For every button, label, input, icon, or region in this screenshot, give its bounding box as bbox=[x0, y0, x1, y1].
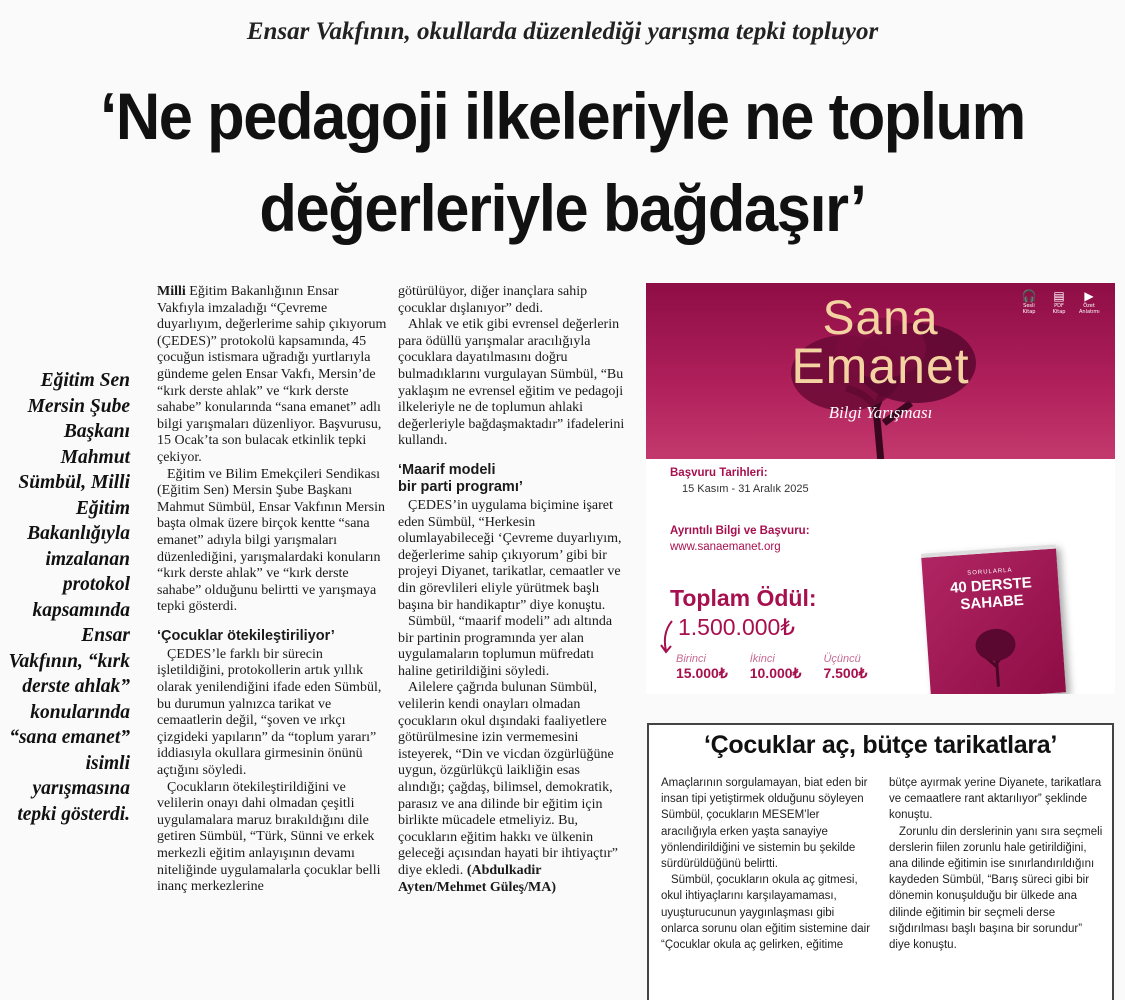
paragraph: Sümbül, çocukların okula aç gitmesi, okul ihtiyaçlarını karşılayamaması, uyuşturucunun yaygınlaşması gibi onlarca sorunu olan eğitim sistemine dair “Çocuklar okula aç gelirken, eğitime bbox=[661, 874, 871, 952]
video-play-icon: ▶ Özet Anlatımı bbox=[1079, 289, 1100, 315]
headphones-icon: 🎧 Sesli Kitap bbox=[1019, 289, 1039, 315]
sidebar-box bbox=[647, 723, 1114, 1000]
arrow-icon bbox=[658, 619, 678, 655]
paragraph: Ahlak ve etik gibi evrensel değerlerin para ödüllü yarışmalar aracılığıyla çocuklara dayatılmasını doğru bulmadıklarını vurgulayan Sümbül, “Bu yaklaşım ne evrensel eğitim ve pedagoji ilkeleriyle ne de toplumun ahlaki değerleriyle bağdaşmaktadır” ifadelerini kullandı. bbox=[398, 317, 625, 449]
box-title: ‘Çocuklar aç, bütçe tarikatlara’ bbox=[703, 731, 1058, 759]
icon-label: Özet Anlatımı bbox=[1079, 303, 1100, 315]
prize-amount: 15.000₺ bbox=[676, 665, 728, 681]
paragraph bbox=[398, 680, 630, 896]
book-title-line-2: SAHABE bbox=[959, 591, 1025, 614]
paragraph: Zorunlu din derslerinin yanı sıra seçmeli derslerin fiilen zorunlu hale getirildiğini, ana dilinde eğitimin ise sınırlandırıldığını kaydeden Sümbül, “Barış süreci gibi bir dönemin konuşulduğu bir ülkede ana dilinde eğitimin bir seçmeli derse sığdırılması başlı başına bir sorundur” diye konuştu. bbox=[889, 825, 1103, 952]
prize-item bbox=[676, 653, 728, 682]
box-column-1 bbox=[661, 775, 875, 953]
prize-amount: 7.500₺ bbox=[823, 665, 868, 681]
book-title-line-1: 40 DERSTE bbox=[949, 574, 1033, 597]
book-title bbox=[923, 572, 1060, 615]
ad-icons bbox=[1019, 289, 1099, 315]
headline bbox=[39, 70, 1085, 254]
ad-banner bbox=[646, 283, 1115, 459]
paragraph: Eğitim ve Bilim Emekçileri Sendikası (Eğitim Sen) Mersin Şube Başkanı Mahmut Sümbül, Ensar Vakfının Mersin başta olmak üzere birçok kentte “sana emanet” adıyla bilgi yarışmaları düzenlediğini, yarışmalardaki konuların “kırk derste ahlak” ve “kırk derste sahabe” olduğunu belirtti ve yarışmaya tepki gösterdi. bbox=[157, 466, 386, 615]
headline-line-1: ‘Ne pedagoji ilkeleriyle ne toplum bbox=[100, 79, 1025, 153]
info-label: Ayrıntılı Bilgi ve Başvuru: bbox=[670, 525, 810, 537]
lead-word: Milli bbox=[157, 284, 186, 299]
paragraph-text: Ailelere çağrıda bulunan Sümbül, velilerin kendi onayları olmadan çocukların okul dışındaki faaliyetlere götürülmesine izin vermemesini isteyerek, “Din ve vicdan özgürlüğüne uygun, özgürlükçü laikliğin esas alındığı; çağdaş, bilimsel, demokratik, parasız ve ana dilinde bir eğitim için birlikte mücadele etmeliyiz. Bu, çocukların eğitim hakkı ve ülkenin geleceği açısından hayati bir ihtiyaçtır” diye ekledi. bbox=[398, 680, 619, 878]
prize-rank: İkinci bbox=[749, 653, 775, 665]
prize-item bbox=[750, 653, 802, 682]
book-subtitle: SORULARLA bbox=[967, 567, 1013, 577]
paragraph: ÇEDES’le farklı bir sürecin işletildiğini, protokollerin artık yıllık olarak yenilendiğini ifade eden Sümbül, bu durumun yalnızca tarikat ve cemaatlerin değil, “şoven ve ırkçı çizgideki yapıların” da “toplum yararı” iddiasıyla okullara girmesinin önünü açtığını söyledi. bbox=[157, 646, 382, 779]
paragraph-text: Eğitim Bakanlığının Ensar Vakfıyla imzaladığı “Çevreme duyarlıyım, değerlerime sahip çıkıyorum (ÇEDES)” protokolü kapsamında, 45 çocuğun istismara uğradığı yurtlarıyla gündeme gelen Ensar Vakfı, Mersin’de “kırk derste ahlak” ve “kırk derste sahabe” konularında “sana emanet” adlı bilgi yarışmaları düzenliyor. Başvurusu, 15 Ocak’ta son bulacak etkinlik tepki çekiyor. bbox=[157, 284, 387, 465]
total-prize-label: Toplam Ödül: bbox=[670, 585, 817, 611]
prize-list bbox=[676, 653, 867, 682]
paragraph: Sümbül, “maarif modeli” adı altında bir partinin programında yer alan uygulamaların toplumun müfredatı haline getirildiğini söyledi. bbox=[398, 614, 613, 679]
apply-dates-label: Başvuru Tarihleri: bbox=[670, 467, 768, 479]
ad-info-panel bbox=[646, 459, 1115, 694]
paragraph: götürülüyor, diğer inançlara sahip çocuklar dışlanıyor” dedi. bbox=[398, 284, 588, 316]
total-prize-amount: 1.500.000₺ bbox=[678, 614, 795, 640]
prize-rank: Birinci bbox=[676, 653, 706, 665]
book-cover bbox=[921, 544, 1066, 694]
prize-item bbox=[823, 653, 867, 682]
paragraph: ÇEDES’in uygulama biçimine işaret eden Sümbül, “Herkesin olumlayabileceği ‘Çevreme duyarlıyım, değerlerime sahip çıkıyorum’ gibi bir projeyi Diyanet, tarikatlar, cemaatler ve din görevlileri eliyle yürütmek başlı başına bir handikaptır” diye konuştu. bbox=[398, 497, 622, 613]
kicker: Ensar Vakfının, okullarda düzenlediği yarışma tepki topluyor bbox=[246, 18, 879, 45]
apply-dates: 15 Kasım - 31 Aralık 2025 bbox=[682, 483, 809, 495]
subheading-line-2: bir parti programı’ bbox=[398, 478, 523, 495]
subheading-line-1: ‘Maarif modeli bbox=[398, 461, 496, 478]
byline: (Abdulkadir Ayten/Mehmet Güleş/MA) bbox=[398, 863, 556, 895]
ad-title-line-2: Emanet bbox=[791, 338, 970, 394]
headline-line-2: değerleriyle bağdaşır’ bbox=[259, 171, 866, 245]
article-column-2 bbox=[398, 284, 630, 896]
side-quote: Eğitim Sen Mersin Şube Başkanı Mahmut Sümbül, Milli Eğitim Bakanlığıyla imzalanan protokol kapsamında Ensar Vakfının, “kırk derste ahlak” konularında “sana emanet” isimli yarışmasına tepki gösterdi. bbox=[8, 370, 130, 825]
ad-url: www.sanaemanet.org bbox=[670, 541, 781, 553]
prize-amount: 10.000₺ bbox=[749, 665, 802, 681]
book-tree-icon bbox=[968, 621, 1024, 688]
paragraph bbox=[157, 284, 387, 467]
prize-rank: Üçüncü bbox=[823, 653, 861, 665]
paragraph: Amaçlarının sorgulamayan, biat eden bir insan tipi yetiştirmek olduğunu söyleyen Sümbül, çocukların MESEM’ler aracılığıyla erken yaşta sanayiye yönlendirildiğini ve sistemin bu şekilde sürdürüldüğünü belirtti. bbox=[661, 777, 868, 871]
box-column-2 bbox=[889, 775, 1103, 953]
icon-label: Sesli Kitap bbox=[1022, 303, 1036, 315]
subheading bbox=[398, 462, 630, 496]
paragraph: Çocukların ötekileştirildiğini ve velilerin onayı dahi olmadan çeşitli uygulamalara maruz bırakıldığını dile getiren Sümbül, “Türk, Sünni ve erkek merkezli eğitim anlayışının devamı niteliğinde uygulamalarla çocuklar belli inanç merkezlerine bbox=[157, 779, 381, 895]
icon-label: PDF Kitap bbox=[1052, 303, 1066, 315]
paragraph: bütçe ayırmak yerine Diyanete, tarikatlara ve cemaatlere rant aktarılıyor” şeklinde konuştu. bbox=[889, 777, 1102, 822]
pdf-book-icon: ▤ PDF Kitap bbox=[1049, 289, 1069, 315]
ad-subtitle: Bilgi Yarışması bbox=[828, 403, 933, 422]
ad-title-line-1: Sana bbox=[822, 292, 939, 345]
article-column-1 bbox=[157, 284, 387, 896]
subheading: ‘Çocuklar ötekileştiriliyor’ bbox=[157, 627, 335, 644]
advertisement-image bbox=[646, 283, 1115, 694]
